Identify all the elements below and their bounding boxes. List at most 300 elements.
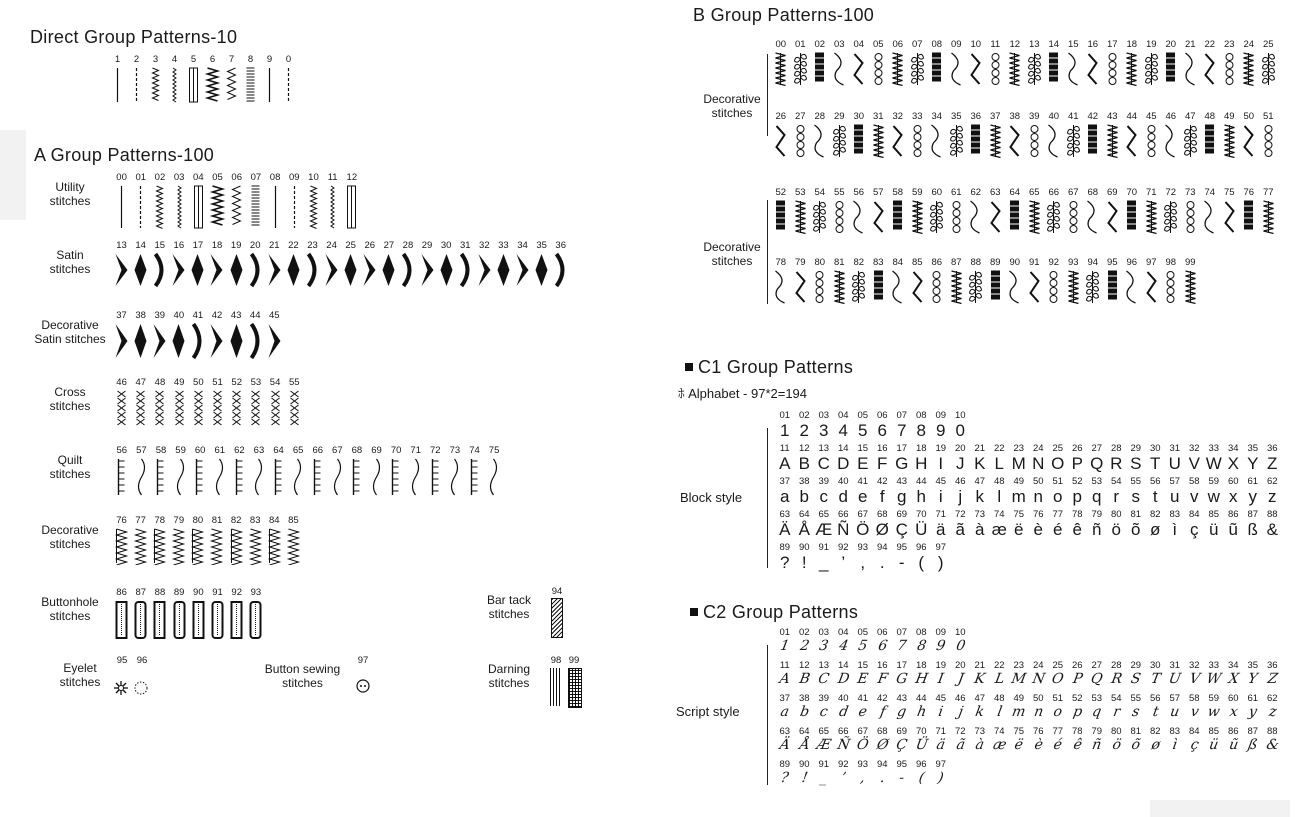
pattern-number: 19 xyxy=(935,443,947,454)
pattern-number: 38 xyxy=(798,476,810,487)
pattern-number: 69 xyxy=(896,726,908,737)
stitch-pattern-icon xyxy=(1122,123,1142,159)
pattern-number: 21 xyxy=(1184,39,1196,50)
alphabet-character: d xyxy=(837,704,850,720)
pattern-number: 59 xyxy=(911,187,923,198)
pattern-number: 61 xyxy=(950,187,962,198)
pattern-number: 01 xyxy=(794,39,806,50)
pattern-number: 04 xyxy=(837,627,849,638)
stitch-pattern-icon xyxy=(1181,269,1201,305)
stitch-pattern-icon xyxy=(146,66,165,104)
direct-number: 8 xyxy=(247,54,254,65)
alphabet-character: _ xyxy=(819,553,829,572)
alphabet-character: é xyxy=(1053,520,1063,539)
stitch-pattern-icon xyxy=(342,184,361,230)
pattern-number: 49 xyxy=(173,377,185,388)
pattern-number: 76 xyxy=(1243,187,1255,198)
pattern-number: 17 xyxy=(896,660,908,671)
stitch-pattern-icon xyxy=(367,457,387,497)
pattern-number: 87 xyxy=(135,587,147,598)
stitch-pattern-icon xyxy=(1103,199,1123,235)
pattern-number: 62 xyxy=(1266,476,1278,487)
pattern-number: 18 xyxy=(915,443,927,454)
stitch-pattern-icon xyxy=(284,252,303,288)
stitch-pattern-icon xyxy=(398,252,417,288)
pattern-number: 42 xyxy=(211,310,223,321)
alphabet-character: D xyxy=(836,671,851,687)
pattern-number: 52 xyxy=(1071,693,1083,704)
alphabet-character: Ñ xyxy=(837,520,850,539)
pattern-number: 52 xyxy=(775,187,787,198)
pattern-number: 66 xyxy=(837,726,849,737)
stitch-pattern-icon xyxy=(170,389,189,429)
pattern-number: 31 xyxy=(1169,660,1181,671)
pattern-number: 81 xyxy=(1130,726,1142,737)
alphabet-character: Ç xyxy=(894,737,909,753)
pattern-number: 71 xyxy=(935,509,947,520)
pattern-number: 41 xyxy=(857,476,869,487)
alphabet-character: v xyxy=(1190,487,1199,506)
button-sewing-number: 97 xyxy=(357,655,369,666)
alphabet-character: M xyxy=(1010,671,1028,687)
pattern-number: 79 xyxy=(173,515,185,526)
pattern-number: 30 xyxy=(1149,660,1161,671)
pattern-number: 92 xyxy=(837,542,849,553)
darning-numbers: 98 99 xyxy=(550,655,580,666)
alphabet-character: v xyxy=(1188,704,1200,720)
direct-number: 3 xyxy=(152,54,159,65)
alphabet-character: l xyxy=(995,704,1003,720)
alphabet-character: ’ xyxy=(841,553,846,572)
pattern-number: 92 xyxy=(837,759,849,770)
pattern-number: 28 xyxy=(814,111,826,122)
stitch-pattern-icon xyxy=(418,252,437,288)
alphabet-character: h xyxy=(916,487,926,506)
pattern-number: 35 xyxy=(1247,660,1259,671)
button-sewing-label: Button sewing stitches xyxy=(264,662,341,690)
alphabet-character: 1 xyxy=(778,638,791,654)
pattern-number: 67 xyxy=(857,726,869,737)
alphabet-character: , xyxy=(859,770,867,786)
stitch-pattern-icon xyxy=(222,66,241,104)
stitch-pattern-icon xyxy=(131,389,150,429)
stitch-pattern-icon xyxy=(108,66,127,104)
alphabet-character: O xyxy=(1051,454,1065,473)
alphabet-character: P xyxy=(1071,671,1084,687)
pattern-number: 66 xyxy=(837,509,849,520)
stitch-pattern-icon xyxy=(131,527,150,565)
pattern-number: 26 xyxy=(1071,443,1083,454)
a-group-number-row xyxy=(112,587,266,598)
pattern-number: 90 xyxy=(1009,257,1021,268)
pattern-number: 42 xyxy=(1087,111,1099,122)
pattern-number: 31 xyxy=(459,240,471,251)
alphabet-character: m xyxy=(1011,487,1026,506)
pattern-number: 99 xyxy=(1184,257,1196,268)
pattern-number: 60 xyxy=(194,445,206,456)
pattern-number: 81 xyxy=(833,257,845,268)
stitch-pattern-icon xyxy=(830,199,850,235)
alphabet-character: M xyxy=(1011,454,1026,473)
alphabet-character: G xyxy=(895,454,909,473)
stitch-pattern-icon xyxy=(986,51,1006,87)
c2-group-title: C2 Group Patterns xyxy=(690,602,858,623)
alphabet-character: Ü xyxy=(913,737,929,753)
pattern-number: 34 xyxy=(1227,443,1239,454)
alphabet-character: 2 xyxy=(799,421,809,440)
pattern-number: 44 xyxy=(1126,111,1138,122)
alphabet-character: b xyxy=(799,487,809,506)
alphabet-character: i xyxy=(938,487,943,506)
pattern-number: 92 xyxy=(231,587,242,598)
alphabet-row xyxy=(775,410,970,441)
stitch-pattern-icon xyxy=(169,527,188,565)
pattern-number: 63 xyxy=(253,445,265,456)
pattern-number: 60 xyxy=(1227,476,1239,487)
pattern-number: 55 xyxy=(1130,693,1142,704)
stitch-pattern-icon xyxy=(1103,51,1123,87)
alphabet-character: L xyxy=(994,454,1004,473)
pattern-number: 95 xyxy=(896,542,908,553)
alphabet-character: d xyxy=(838,487,848,506)
pattern-number: 59 xyxy=(175,445,186,456)
alphabet-character: 7 xyxy=(895,638,908,654)
pattern-number: 77 xyxy=(1262,187,1274,198)
pattern-number: 87 xyxy=(1247,726,1259,737)
pattern-number: 12 xyxy=(1009,39,1021,50)
pattern-number: 44 xyxy=(915,693,927,704)
alphabet-character: à xyxy=(975,520,985,539)
alphabet-character: ! xyxy=(800,770,809,786)
pattern-number: 09 xyxy=(935,410,947,421)
stitch-pattern-icon xyxy=(1142,51,1162,87)
direct-number: 6 xyxy=(209,54,216,65)
pattern-number: 16 xyxy=(876,660,888,671)
pattern-number: 18 xyxy=(1126,39,1138,50)
stitch-pattern-icon xyxy=(303,252,322,288)
stitch-pattern-icon xyxy=(112,252,131,288)
pattern-number: 38 xyxy=(1009,111,1021,122)
pattern-number: 72 xyxy=(954,509,966,520)
pattern-number: 83 xyxy=(872,257,884,268)
pattern-number: 00 xyxy=(116,172,127,183)
pattern-number: 91 xyxy=(818,542,830,553)
pattern-number: 53 xyxy=(250,377,262,388)
pattern-number: 36 xyxy=(1266,443,1278,454)
stitch-pattern-icon xyxy=(246,252,265,288)
pattern-number: 59 xyxy=(1208,693,1220,704)
stitch-pattern-icon xyxy=(150,322,169,360)
pattern-number: 09 xyxy=(950,39,962,50)
alphabet-character: j xyxy=(958,487,963,506)
stitch-pattern-icon xyxy=(131,599,150,641)
pattern-number: 26 xyxy=(1071,660,1083,671)
eyelet-numbers: 95 96 xyxy=(116,655,148,666)
alphabet-character: t xyxy=(1152,487,1158,506)
pattern-number: 85 xyxy=(288,515,299,526)
stitch-pattern-icon xyxy=(1142,269,1162,305)
stitch-pattern-icon xyxy=(1259,123,1279,159)
stitch-pattern-icon xyxy=(1083,199,1103,235)
pattern-number: 77 xyxy=(1052,726,1064,737)
pattern-number: 05 xyxy=(212,172,223,183)
alphabet-character: x xyxy=(1227,704,1239,720)
stitch-pattern-icon xyxy=(426,457,446,497)
alphabet-character: ç xyxy=(1190,520,1199,539)
a-group-glyph-row xyxy=(112,457,504,497)
pattern-number: 14 xyxy=(837,660,849,671)
a-group-category-label: Quilt stitches xyxy=(49,453,91,481)
pattern-number: 32 xyxy=(1188,443,1200,454)
stitch-pattern-icon xyxy=(406,457,426,497)
c1-group-title: C1 Group Patterns xyxy=(685,357,853,378)
a-group-glyph-row xyxy=(112,599,266,641)
stitch-pattern-icon xyxy=(791,123,811,159)
alphabet-character: ũ xyxy=(1228,520,1238,539)
darning-stitch-icon-98 xyxy=(550,668,562,706)
stitch-pattern-icon xyxy=(1181,199,1201,235)
stitch-pattern-icon xyxy=(869,51,889,87)
stitch-pattern-icon xyxy=(246,527,265,565)
pattern-number: 01 xyxy=(779,627,791,638)
alphabet-character: h xyxy=(915,704,928,720)
alphabet-character: õ xyxy=(1130,737,1142,753)
stitch-pattern-icon xyxy=(888,123,908,159)
pattern-number: 75 xyxy=(1223,187,1235,198)
alphabet-character: H xyxy=(915,454,928,473)
pattern-number: 70 xyxy=(1126,187,1138,198)
alphabet-character: 9 xyxy=(934,638,947,654)
pattern-number: 50 xyxy=(1032,476,1044,487)
alphabet-row xyxy=(775,627,970,654)
stitch-pattern-icon xyxy=(203,66,222,104)
stitch-pattern-icon xyxy=(208,599,227,641)
pattern-number: 89 xyxy=(779,542,791,553)
pattern-number: 86 xyxy=(931,257,943,268)
stitch-pattern-icon xyxy=(475,252,494,288)
stitch-pattern-icon xyxy=(810,123,830,159)
pattern-number: 68 xyxy=(1087,187,1099,198)
alphabet-character: ü xyxy=(1207,737,1220,753)
pattern-number: 86 xyxy=(116,587,127,598)
pattern-number: 69 xyxy=(896,509,908,520)
stitch-pattern-icon xyxy=(227,184,246,230)
pattern-number: 08 xyxy=(915,410,927,421)
pattern-number: 64 xyxy=(798,509,810,520)
alphabet-character: L xyxy=(993,671,1006,687)
pattern-number: 06 xyxy=(892,39,904,50)
pattern-number: 45 xyxy=(935,476,947,487)
pattern-number: 58 xyxy=(155,445,167,456)
pattern-number: 19 xyxy=(230,240,242,251)
stitch-pattern-icon xyxy=(771,269,791,305)
stitch-pattern-icon xyxy=(132,457,152,497)
alphabet-character: _ xyxy=(818,770,829,786)
pattern-number: 37 xyxy=(779,693,791,704)
pattern-number: 34 xyxy=(931,111,943,122)
stitch-pattern-icon xyxy=(986,199,1006,235)
pattern-number: 16 xyxy=(173,240,185,251)
alphabet-character: 6 xyxy=(876,638,889,654)
pattern-number: 23 xyxy=(1013,660,1025,671)
pattern-number: 66 xyxy=(312,445,324,456)
stitch-pattern-icon xyxy=(266,389,285,429)
stitch-pattern-icon xyxy=(1220,51,1240,87)
alphabet-character: C xyxy=(817,454,830,473)
stitch-pattern-icon xyxy=(810,51,830,87)
stitch-pattern-icon xyxy=(1239,123,1259,159)
stitch-pattern-icon xyxy=(170,184,189,230)
pattern-number: 35 xyxy=(950,111,962,122)
alphabet-character: U xyxy=(1167,671,1183,687)
direct-number: 5 xyxy=(190,54,197,65)
pattern-number: 82 xyxy=(853,257,865,268)
pattern-number: 85 xyxy=(1208,726,1220,737)
pattern-number: 74 xyxy=(1204,187,1216,198)
a-group-number-row xyxy=(112,445,504,456)
pattern-number: 61 xyxy=(214,445,226,456)
stitch-pattern-icon xyxy=(285,389,304,429)
pattern-number: 84 xyxy=(1188,726,1200,737)
alphabet-character: ë xyxy=(1013,737,1025,753)
alphabet-character: ö xyxy=(1111,520,1121,539)
direct-number: 4 xyxy=(171,54,178,65)
pattern-number: 64 xyxy=(1009,187,1021,198)
pattern-number: 25 xyxy=(345,240,356,251)
alphabet-character: N xyxy=(1030,671,1046,687)
stitch-pattern-icon xyxy=(131,184,150,230)
alphabet-character: F xyxy=(877,454,888,473)
stitch-pattern-icon xyxy=(227,389,246,429)
stitch-pattern-icon xyxy=(150,252,169,288)
pattern-number: 21 xyxy=(269,240,280,251)
stitch-pattern-icon xyxy=(379,252,398,288)
stitch-pattern-icon xyxy=(288,457,308,497)
pattern-number: 49 xyxy=(1013,693,1025,704)
alphabet-character: B xyxy=(797,671,811,687)
pattern-number: 64 xyxy=(273,445,284,456)
pattern-number: 37 xyxy=(116,310,127,321)
pattern-number: 30 xyxy=(440,240,452,251)
pattern-number: 25 xyxy=(1262,39,1274,50)
pattern-number: 35 xyxy=(1247,443,1259,454)
alphabet-character: q xyxy=(1090,704,1103,720)
alphabet-character: z xyxy=(1268,487,1277,506)
alphabet-character: r xyxy=(1113,487,1120,506)
pattern-number: 78 xyxy=(1071,509,1083,520)
pattern-number: 95 xyxy=(896,759,908,770)
pattern-number: 62 xyxy=(970,187,982,198)
alphabet-character: Æ xyxy=(815,737,833,753)
stitch-pattern-icon xyxy=(322,252,341,288)
pattern-number: 36 xyxy=(1266,660,1278,671)
pattern-number: 44 xyxy=(249,310,261,321)
pattern-number: 08 xyxy=(915,627,927,638)
alphabet-character: P xyxy=(1071,454,1083,473)
stitch-pattern-icon xyxy=(1044,269,1064,305)
alphabet-character: e xyxy=(858,487,868,506)
alphabet-character: l xyxy=(997,487,1002,506)
b-group-bracket-top xyxy=(767,54,768,136)
alphabet-character: J xyxy=(956,454,965,473)
alphabet-character: V xyxy=(1187,671,1201,687)
alphabet-character: ( xyxy=(918,553,925,572)
pattern-number: 84 xyxy=(892,257,904,268)
alphabet-character: - xyxy=(897,770,906,786)
pattern-number: 45 xyxy=(1145,111,1157,122)
pattern-number: 23 xyxy=(307,240,318,251)
pattern-number: 25 xyxy=(1052,660,1064,671)
alphabet-character: Ö xyxy=(856,520,870,539)
pattern-number: 19 xyxy=(935,660,947,671)
pattern-number: 32 xyxy=(1188,660,1200,671)
pattern-number: 37 xyxy=(989,111,1001,122)
stitch-pattern-icon xyxy=(227,527,246,565)
alphabet-character: y xyxy=(1247,704,1259,720)
stitch-pattern-icon xyxy=(341,252,360,288)
alphabet-character: ( xyxy=(917,770,926,786)
a-group-number-row xyxy=(112,377,304,388)
pattern-number: 31 xyxy=(1169,443,1181,454)
pattern-number: 90 xyxy=(193,587,204,598)
stitch-pattern-icon xyxy=(112,184,131,230)
stitch-pattern-icon xyxy=(265,252,284,288)
pattern-number: 60 xyxy=(1227,693,1239,704)
alphabet-character: Ä xyxy=(778,737,792,753)
alphabet-character: o xyxy=(1052,704,1064,720)
stitch-pattern-icon xyxy=(947,123,967,159)
pattern-number: 24 xyxy=(326,240,337,251)
alphabet-character: A xyxy=(779,454,791,473)
bar-tack-label: Bar tack stitches xyxy=(486,593,531,621)
pattern-number: 68 xyxy=(876,509,888,520)
alphabet-character: z xyxy=(1267,704,1278,720)
pattern-number: 76 xyxy=(1032,726,1044,737)
alphabet-character: C xyxy=(816,671,831,687)
pattern-number: 20 xyxy=(954,660,966,671)
c1-subtitle: ﾎ Alphabet - 97*2=194 xyxy=(678,386,808,401)
pattern-number: 92 xyxy=(1048,257,1060,268)
stitch-pattern-icon xyxy=(279,66,298,104)
pattern-number: 57 xyxy=(1169,693,1181,704)
pattern-number: 41 xyxy=(192,310,204,321)
stitch-pattern-icon xyxy=(791,51,811,87)
pattern-number: 75 xyxy=(1013,726,1025,737)
pattern-number: 39 xyxy=(154,310,166,321)
pattern-number: 89 xyxy=(989,257,1001,268)
pattern-number: 33 xyxy=(1208,443,1220,454)
stitch-pattern-icon xyxy=(189,184,208,230)
pattern-number: 78 xyxy=(154,515,166,526)
stitch-pattern-icon xyxy=(308,457,328,497)
stitch-pattern-icon xyxy=(1005,51,1025,87)
pattern-number: 63 xyxy=(989,187,1001,198)
alphabet-character: r xyxy=(1111,704,1122,720)
pattern-number: 36 xyxy=(555,240,566,251)
stitch-pattern-icon xyxy=(112,389,131,429)
stitch-pattern-icon xyxy=(241,66,260,104)
stitch-pattern-icon xyxy=(771,51,791,87)
pattern-number: 16 xyxy=(876,443,888,454)
alphabet-character: Ø xyxy=(875,520,889,539)
pattern-number: 45 xyxy=(269,310,280,321)
c1-bullet-icon xyxy=(685,363,693,371)
pattern-number: 98 xyxy=(1165,257,1177,268)
a-group-number-row xyxy=(112,515,303,526)
pattern-number: 02 xyxy=(798,627,810,638)
pattern-number: 42 xyxy=(876,693,888,704)
pattern-number: 16 xyxy=(1087,39,1099,50)
